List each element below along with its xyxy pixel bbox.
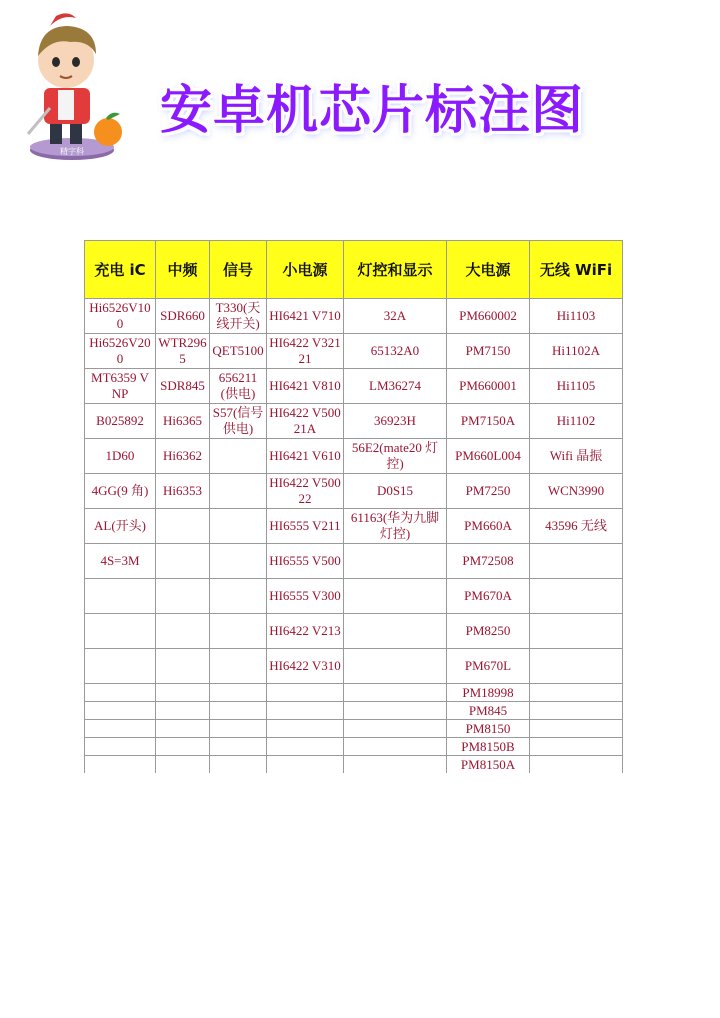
table-row [85,439,623,474]
header-if: 中频 [156,241,210,299]
cell-big-power: PM8150A [447,756,530,774]
cell-charging-ic: 4GG(9 角) [85,474,156,509]
cell-light-display [344,544,447,579]
page-title: 安卓机芯片标注图 [160,81,585,141]
header-light-display: 灯控和显示 [344,241,447,299]
cell-if: WTR2965 [156,334,210,369]
cell-signal: T330(天线开关) [210,299,267,334]
header-charging-ic: 充电 iC [85,241,156,299]
cell-wifi [530,579,623,614]
cell-charging-ic: Hi6526V200 [85,334,156,369]
cell-signal [210,544,267,579]
cell-small-power: HI6555 V211 [267,509,344,544]
cell-big-power: PM7150A [447,404,530,439]
cell-light-display [344,649,447,684]
cell-if [156,509,210,544]
cell-big-power: PM845 [447,702,530,720]
cell-if: Hi6365 [156,404,210,439]
cell-charging-ic: AL(开头) [85,509,156,544]
cell-if: Hi6362 [156,439,210,474]
table-row [85,756,623,774]
chip-table [84,240,623,773]
cell-charging-ic [85,649,156,684]
cell-signal [210,474,267,509]
cell-wifi [530,738,623,756]
cell-light-display: 36923H [344,404,447,439]
mascot-badge-text: 精字科 [60,147,84,156]
cell-signal: 656211(供电) [210,369,267,404]
table-row [85,579,623,614]
table-row [85,684,623,702]
cell-if [156,544,210,579]
cell-small-power: HI6421 V710 [267,299,344,334]
cell-charging-ic: 4S=3M [85,544,156,579]
cell-wifi: Wifi 晶振 [530,439,623,474]
cell-big-power: PM660A [447,509,530,544]
cell-signal [210,614,267,649]
table-row [85,738,623,756]
cell-small-power: HI6422 V50022 [267,474,344,509]
cell-signal [210,649,267,684]
cell-small-power [267,702,344,720]
cell-wifi: Hi1102A [530,334,623,369]
cell-light-display: 32A [344,299,447,334]
cell-charging-ic: B025892 [85,404,156,439]
cell-if: Hi6353 [156,474,210,509]
cell-light-display: LM36274 [344,369,447,404]
cell-light-display: 61163(华为九脚灯控) [344,509,447,544]
cell-small-power [267,756,344,774]
header-big-power: 大电源 [447,241,530,299]
cell-charging-ic: 1D60 [85,439,156,474]
cell-wifi [530,756,623,774]
cell-light-display: 65132A0 [344,334,447,369]
cell-big-power: PM660001 [447,369,530,404]
cell-big-power: PM18998 [447,684,530,702]
cell-if [156,756,210,774]
cell-light-display [344,720,447,738]
cell-if [156,579,210,614]
cell-wifi [530,720,623,738]
cell-light-display: D0S15 [344,474,447,509]
cell-big-power: PM8150B [447,738,530,756]
header-wifi: 无线 WiFi [530,241,623,299]
table-row [85,614,623,649]
cell-wifi: Hi1103 [530,299,623,334]
cell-if: SDR660 [156,299,210,334]
cell-small-power: HI6422 V213 [267,614,344,649]
cell-big-power: PM7250 [447,474,530,509]
cell-if [156,684,210,702]
header-signal: 信号 [210,241,267,299]
cell-signal: S57(信号供电) [210,404,267,439]
cell-small-power [267,720,344,738]
cell-if [156,649,210,684]
table-row [85,649,623,684]
cell-charging-ic [85,579,156,614]
cell-if: SDR845 [156,369,210,404]
cell-light-display [344,614,447,649]
cell-big-power: PM660002 [447,299,530,334]
cell-signal [210,579,267,614]
cell-wifi [530,614,623,649]
cell-signal: QET5100 [210,334,267,369]
cell-big-power: PM8250 [447,614,530,649]
cell-small-power: HI6422 V310 [267,649,344,684]
cell-wifi: WCN3990 [530,474,623,509]
cell-wifi [530,649,623,684]
cell-signal [210,756,267,774]
table-row [85,474,623,509]
table-row [85,720,623,738]
cell-small-power: HI6422 V50021A [267,404,344,439]
cell-charging-ic [85,702,156,720]
cell-charging-ic: Hi6526V100 [85,299,156,334]
cell-if [156,738,210,756]
table-row [85,702,623,720]
mascot-logo [10,8,130,163]
cell-small-power: HI6422 V32121 [267,334,344,369]
table-row [85,334,623,369]
cell-if [156,614,210,649]
cell-light-display [344,738,447,756]
cell-light-display [344,702,447,720]
cell-small-power: HI6421 V610 [267,439,344,474]
cell-light-display [344,684,447,702]
cell-big-power: PM7150 [447,334,530,369]
cell-wifi: Hi1105 [530,369,623,404]
cell-charging-ic [85,756,156,774]
cell-signal [210,684,267,702]
cell-charging-ic: MT6359 VNP [85,369,156,404]
table-row [85,544,623,579]
cell-wifi: 43596 无线 [530,509,623,544]
cell-signal [210,509,267,544]
cell-if [156,702,210,720]
cell-big-power: PM660L004 [447,439,530,474]
table-row [85,404,623,439]
cell-signal [210,702,267,720]
cell-small-power [267,684,344,702]
cell-light-display [344,579,447,614]
table-row [85,299,623,334]
cell-charging-ic [85,614,156,649]
cell-light-display [344,756,447,774]
cell-signal [210,738,267,756]
cell-small-power [267,738,344,756]
cell-wifi [530,684,623,702]
cell-big-power: PM72508 [447,544,530,579]
table-row [85,369,623,404]
cell-charging-ic [85,720,156,738]
cell-wifi [530,702,623,720]
cell-charging-ic [85,738,156,756]
cell-wifi [530,544,623,579]
cell-small-power: HI6555 V300 [267,579,344,614]
cell-signal [210,720,267,738]
cell-big-power: PM670L [447,649,530,684]
cell-signal [210,439,267,474]
cell-if [156,720,210,738]
header-small-power: 小电源 [267,241,344,299]
cell-small-power: HI6421 V810 [267,369,344,404]
cell-big-power: PM670A [447,579,530,614]
cell-small-power: HI6555 V500 [267,544,344,579]
table-row [85,509,623,544]
cell-light-display: 56E2(mate20 灯控) [344,439,447,474]
cell-wifi: Hi1102 [530,404,623,439]
table-header-row [85,241,623,299]
cell-charging-ic [85,684,156,702]
cell-big-power: PM8150 [447,720,530,738]
